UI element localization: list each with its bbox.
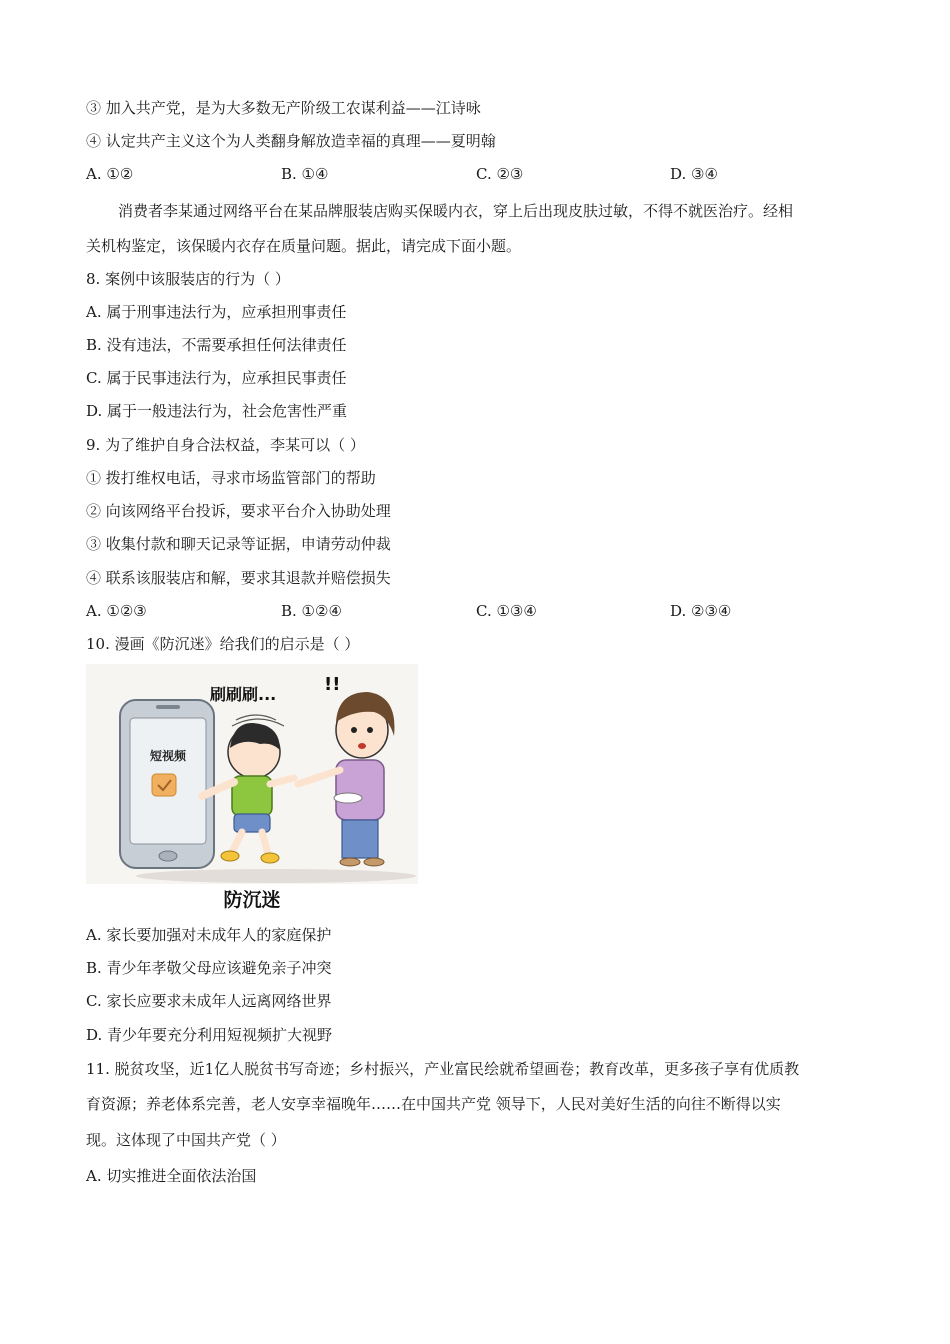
q11-option-a: A. 切实推进全面依法治国 [86,1167,257,1185]
q10-option-a: A. 家长要加强对未成年人的家庭保护 [86,926,332,944]
q8-option-b: B. 没有违法，不需要承担任何法律责任 [86,336,347,354]
q9-item-2: ② 向该网络平台投诉，要求平台介入协助处理 [86,502,391,520]
q9-option-c: C. ①③④ [476,602,537,620]
smartphone-icon [120,700,214,868]
scroll-sound-text: 刷刷刷... [210,685,277,704]
q10-option-d: D. 青少年要充分利用短视频扩大视野 [86,1026,333,1044]
q11-stem-line-1: 11. 脱贫攻坚，近1亿人脱贫书写奇迹；乡村振兴，产业富民绘就希望画卷；教育改革，更多孩子享有优质教 [86,1060,800,1078]
q8-stem: 8. 案例中该服装店的行为（ ） [86,270,290,288]
q9-option-d: D. ②③④ [670,602,732,620]
q8-option-d: D. 属于一般违法行为，社会危害性严重 [86,402,348,420]
q10-option-c: C. 家长应要求未成年人远离网络世界 [86,992,332,1010]
q9-option-b: B. ①②④ [281,602,342,620]
q7-option-b: B. ①④ [281,165,329,183]
q9-item-1: ① 拨打维权电话，寻求市场监管部门的帮助 [86,469,376,487]
q10-option-b: B. 青少年孝敬父母应该避免亲子冲突 [86,959,332,977]
q11-stem-line-3: 现。这体现了中国共产党（ ） [86,1131,286,1149]
q7-item-3: ③ 加入共产党，是为大多数无产阶级工农谋利益——江诗咏 [86,99,481,117]
material-line-1: 消费者李某通过网络平台在某品牌服装店购买保暖内衣，穿上后出现皮肤过敏，不得不就医治疗。经相 [118,202,794,220]
q7-option-a: A. ①② [86,165,134,183]
q9-option-a: A. ①②③ [86,602,147,620]
q9-item-4: ④ 联系该服装店和解，要求其退款并赔偿损失 [86,569,391,587]
material-line-2: 关机构鉴定，该保暖内衣存在质量问题。据此，请完成下面小题。 [86,237,522,255]
q8-option-a: A. 属于刑事违法行为，应承担刑事责任 [86,303,347,321]
q7-option-c: C. ②③ [476,165,524,183]
q7-item-4: ④ 认定共产主义这个为人类翻身解放造幸福的真理——夏明翰 [86,132,496,150]
cartoon-drawing [86,664,418,884]
exclamation-marks: !! [324,674,341,695]
phone-screen-label: 短视频 [149,749,187,763]
q11-stem-line-2: 育资源；养老体系完善，老人安享幸福晚年……在中国共产党 领导下，人民对美好生活的向往不断得以实 [86,1095,781,1113]
video-app-icon [152,774,176,796]
q8-option-c: C. 属于民事违法行为，应承担民事责任 [86,369,347,387]
child-shorts [234,814,270,832]
bowl-icon [334,793,362,803]
cartoon-illustration [86,664,418,884]
q9-item-3: ③ 收集付款和聊天记录等证据，申请劳动仲裁 [86,535,391,553]
q9-stem: 9. 为了维护自身合法权益，李某可以（ ） [86,436,365,454]
cartoon-caption: 防沉迷 [223,889,281,911]
floor-shadow [136,869,416,883]
q7-option-d: D. ③④ [670,165,718,183]
q10-stem: 10. 漫画《防沉迷》给我们的启示是（ ） [86,635,360,653]
